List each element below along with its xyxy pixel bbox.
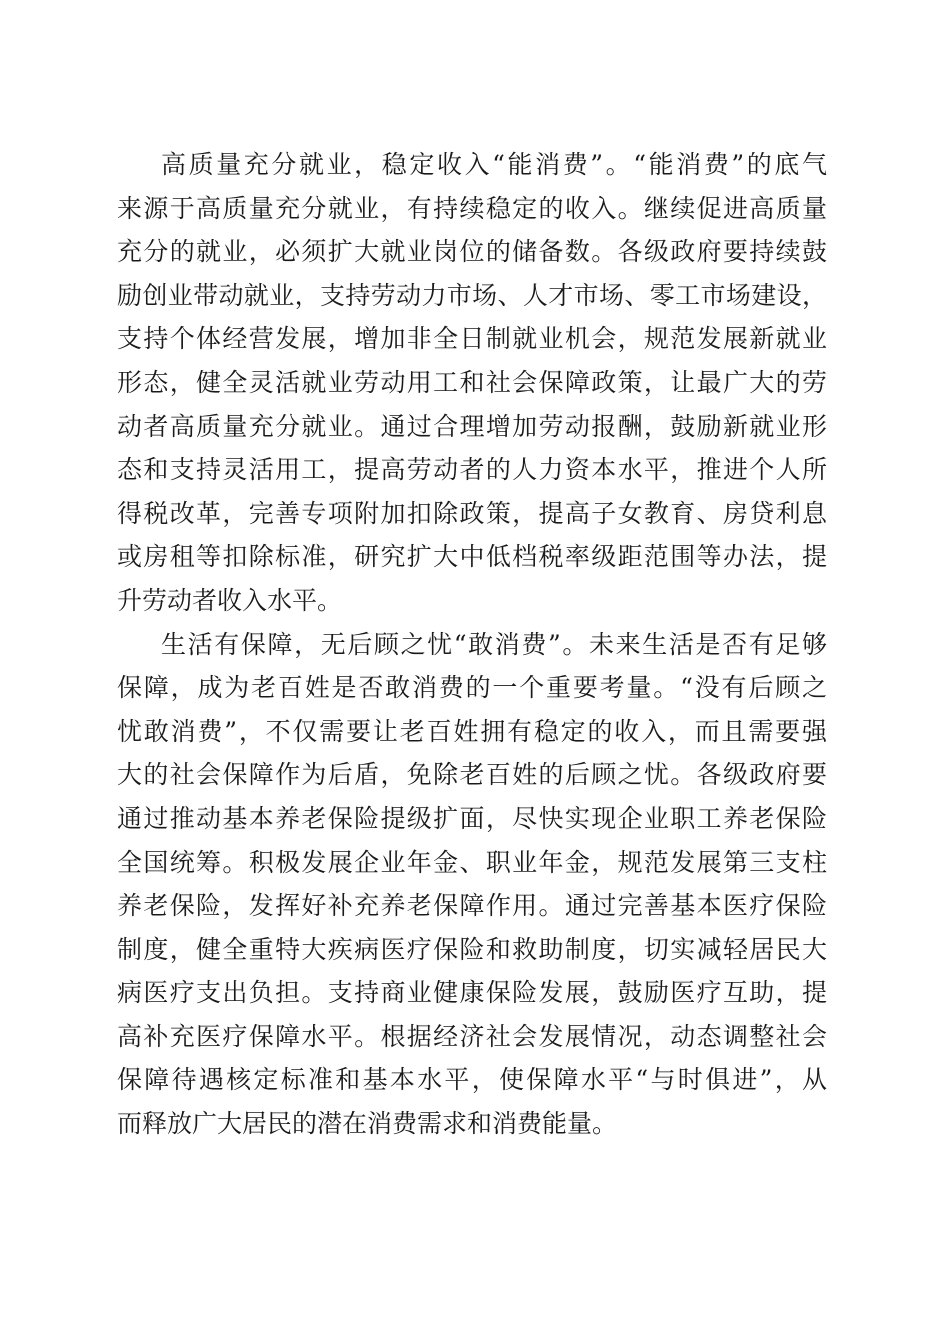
paragraph-line: 得税改革，完善专项附加扣除政策，提高子女教育、房贷利息 bbox=[117, 498, 827, 528]
paragraph-line: 生活有保障，无后顾之忧“敢消费”。未来生活是否有足够 bbox=[161, 629, 827, 659]
paragraph-line: 或房租等扣除标准，研究扩大中低档税率级距范围等办法，提 bbox=[117, 542, 827, 572]
paragraph-line: 支持个体经营发展，增加非全日制就业机会，规范发展新就业 bbox=[117, 324, 827, 354]
paragraph-line: 全国统筹。积极发展企业年金、职业年金，规范发展第三支柱 bbox=[117, 847, 827, 877]
paragraph-line: 升劳动者收入水平。 bbox=[117, 585, 343, 615]
paragraph-line: 病医疗支出负担。支持商业健康保险发展，鼓励医疗互助，提 bbox=[117, 978, 827, 1008]
paragraph-line: 来源于高质量充分就业，有持续稳定的收入。继续促进高质量 bbox=[117, 193, 827, 223]
paragraph-line: 高质量充分就业，稳定收入“能消费”。“能消费”的底气 bbox=[161, 150, 827, 179]
paragraph-line: 保障，成为老百姓是否敢消费的一个重要考量。“没有后顾之 bbox=[117, 673, 827, 703]
paragraph-line: 忧敢消费”，不仅需要让老百姓拥有稳定的收入，而且需要强 bbox=[117, 716, 827, 746]
paragraph-line: 通过推动基本养老保险提级扩面，尽快实现企业职工养老保险 bbox=[117, 803, 827, 833]
paragraph-line: 而释放广大居民的潜在消费需求和消费能量。 bbox=[117, 1109, 618, 1139]
paragraph-line: 励创业带动就业，支持劳动力市场、人才市场、零工市场建设， bbox=[117, 280, 827, 310]
paragraph-line: 大的社会保障作为后盾，免除老百姓的后顾之忧。各级政府要 bbox=[117, 760, 827, 790]
paragraph-line: 保障待遇核定标准和基本水平，使保障水平“与时俱进”，从 bbox=[117, 1065, 827, 1095]
document-body bbox=[117, 143, 827, 1146]
paragraph-line: 养老保险，发挥好补充养老保障作用。通过完善基本医疗保险 bbox=[117, 891, 827, 921]
paragraph-line: 制度，健全重特大疾病医疗保险和救助制度，切实减轻居民大 bbox=[117, 934, 827, 964]
paragraph-social-security bbox=[117, 623, 827, 1146]
paragraph-employment bbox=[117, 143, 827, 623]
paragraph-line: 态和支持灵活用工，提高劳动者的人力资本水平，推进个人所 bbox=[117, 455, 827, 485]
paragraph-line: 充分的就业，必须扩大就业岗位的储备数。各级政府要持续鼓 bbox=[117, 237, 827, 267]
paragraph-line: 形态，健全灵活就业劳动用工和社会保障政策，让最广大的劳 bbox=[117, 367, 827, 397]
paragraph-line: 动者高质量充分就业。通过合理增加劳动报酬，鼓励新就业形 bbox=[117, 411, 827, 441]
paragraph-line: 高补充医疗保障水平。根据经济社会发展情况，动态调整社会 bbox=[117, 1021, 827, 1051]
